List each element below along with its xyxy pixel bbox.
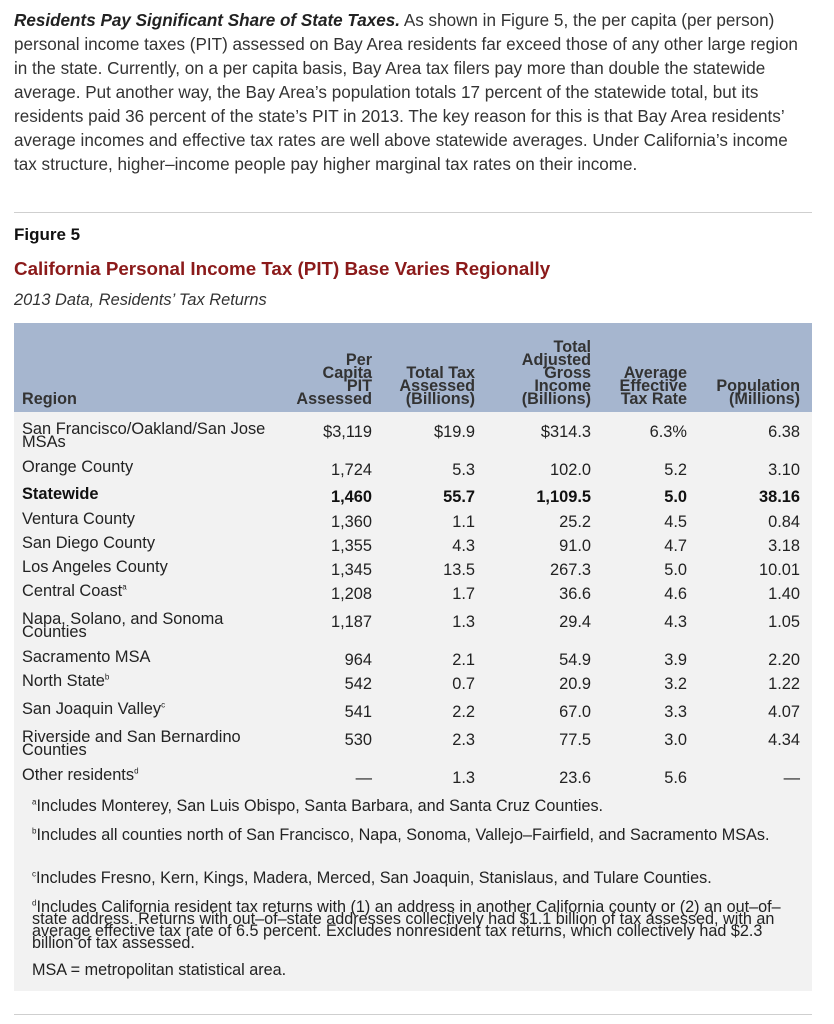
header-population: Population (Millions) bbox=[716, 377, 800, 408]
cell-total-tax: 0.7 bbox=[452, 675, 475, 693]
cell-rate: 4.5 bbox=[664, 513, 687, 531]
cell-region: North State$^b$ bbox=[22, 672, 110, 690]
cell-rate: 6.3% bbox=[649, 423, 687, 441]
cell-agi: 54.9 bbox=[559, 651, 591, 669]
cell-rate: 3.3 bbox=[664, 703, 687, 721]
cell-region: Statewide bbox=[22, 485, 99, 503]
header-total-tax: Total Tax Assessed (Billions) bbox=[399, 364, 475, 408]
cell-population: 1.22 bbox=[768, 675, 800, 693]
cell-region: Other residents$^d$ bbox=[22, 766, 139, 784]
intro-paragraph bbox=[14, 9, 814, 177]
cell-population: 1.05 bbox=[768, 613, 800, 631]
cell-rate: 5.2 bbox=[664, 461, 687, 479]
top-divider bbox=[14, 212, 812, 213]
cell-population: 3.10 bbox=[768, 461, 800, 479]
cell-region: San Diego County bbox=[22, 534, 156, 552]
cell-population: 38.16 bbox=[758, 488, 800, 506]
cell-agi: $314.3 bbox=[540, 423, 591, 441]
cell-per-capita: 964 bbox=[344, 651, 372, 669]
cell-region: Orange County bbox=[22, 458, 134, 476]
cell-per-capita: 1,460 bbox=[330, 488, 372, 506]
cell-per-capita: — bbox=[355, 769, 372, 787]
cell-per-capita: 1,187 bbox=[330, 613, 372, 631]
cell-per-capita: $3,119 bbox=[323, 423, 372, 441]
cell-population: 10.01 bbox=[758, 561, 800, 579]
cell-population: 4.07 bbox=[768, 703, 800, 721]
cell-rate: 3.0 bbox=[664, 731, 687, 749]
cell-agi: 36.6 bbox=[559, 585, 591, 603]
cell-per-capita: 1,355 bbox=[330, 537, 372, 555]
cell-population: 6.38 bbox=[768, 423, 800, 441]
cell-agi: 91.0 bbox=[559, 537, 591, 555]
cell-agi: 267.3 bbox=[549, 561, 591, 579]
figure-subtitle: 2013 Data, Residents’ Tax Returns bbox=[14, 291, 267, 309]
figure-number: Figure 5 bbox=[14, 225, 81, 244]
footnote-marker: c bbox=[161, 700, 166, 710]
footnote-marker: a bbox=[122, 582, 127, 592]
cell-rate: 4.3 bbox=[664, 613, 687, 631]
cell-total-tax: 13.5 bbox=[443, 561, 475, 579]
footnote-marker: d bbox=[134, 766, 139, 776]
cell-region: Ventura County bbox=[22, 510, 135, 528]
cell-region: Napa, Solano, and Sonoma Counties bbox=[22, 610, 224, 641]
cell-total-tax: 2.3 bbox=[452, 731, 475, 749]
cell-population: — bbox=[783, 769, 800, 787]
cell-total-tax: 2.1 bbox=[452, 651, 475, 669]
footnote: $^d$Includes California resident tax returns with (1) an address in another California county or (2) an out–of–state address. Returns with out–of–state addresses collectively had $1.1 billion of tax assessed, with an average effective tax rate of 6.5 percent. Excludes nonresident tax returns, which collectively had $2.3 billion of tax assessed. bbox=[32, 898, 781, 952]
cell-total-tax: 4.3 bbox=[452, 537, 475, 555]
cell-total-tax: 1.7 bbox=[452, 585, 475, 603]
cell-per-capita: 1,724 bbox=[330, 461, 372, 479]
cell-total-tax: 55.7 bbox=[443, 488, 475, 506]
cell-per-capita: 541 bbox=[344, 703, 372, 721]
cell-rate: 4.6 bbox=[664, 585, 687, 603]
cell-population: 4.34 bbox=[768, 731, 800, 749]
header-rate: Average Effective Tax Rate bbox=[619, 364, 687, 408]
cell-rate: 5.6 bbox=[664, 769, 687, 787]
header-region: Region bbox=[22, 390, 77, 408]
cell-per-capita: 1,360 bbox=[330, 513, 372, 531]
cell-population: 0.84 bbox=[768, 513, 800, 531]
intro-body: As shown in Figure 5, the per capita (per person) personal income taxes (PIT) assessed on Bay Area residents far exceed those of any other large region in the state. Currently, on a per capita basis, Bay Area tax filers pay more than double the statewide average. Put another way, the Bay Area’s population totals 17 percent of the statewide total, but its residents paid 36 percent of the state’s PIT in 2013. The key reason for this is that Bay Area residents’ average incomes and effective tax rates are well above statewide averages. Under California’s income tax structure, higher–income people pay higher marginal tax rates on their income. bbox=[14, 11, 798, 174]
cell-region: Los Angeles County bbox=[22, 558, 168, 576]
cell-total-tax: 2.2 bbox=[452, 703, 475, 721]
cell-total-tax: 1.3 bbox=[452, 769, 475, 787]
cell-population: 1.40 bbox=[768, 585, 800, 603]
cell-per-capita: 542 bbox=[344, 675, 372, 693]
cell-agi: 29.4 bbox=[559, 613, 591, 631]
cell-total-tax: 1.3 bbox=[452, 613, 475, 631]
cell-agi: 102.0 bbox=[549, 461, 591, 479]
cell-region: Sacramento MSA bbox=[22, 648, 151, 666]
cell-rate: 5.0 bbox=[664, 488, 687, 506]
cell-region: San Francisco/Oakland/San Jose MSAs bbox=[22, 420, 266, 451]
bottom-divider bbox=[14, 1014, 812, 1015]
cell-total-tax: $19.9 bbox=[433, 423, 475, 441]
cell-agi: 20.9 bbox=[559, 675, 591, 693]
intro-lead: Residents Pay Significant Share of State Taxes. bbox=[14, 11, 401, 30]
cell-agi: 1,109.5 bbox=[536, 488, 591, 506]
cell-region: Riverside and San Bernardino Counties bbox=[22, 728, 241, 759]
table-header bbox=[14, 323, 812, 412]
figure-title: California Personal Income Tax (PIT) Base Varies Regionally bbox=[14, 258, 551, 279]
cell-rate: 3.2 bbox=[664, 675, 687, 693]
cell-total-tax: 1.1 bbox=[452, 513, 475, 531]
footnote: $^c$Includes Fresno, Kern, Kings, Madera, Merced, San Joaquin, Stanislaus, and Tulare Counties. bbox=[32, 869, 712, 887]
footnote: MSA = metropolitan statistical area. bbox=[32, 961, 287, 979]
cell-agi: 67.0 bbox=[559, 703, 591, 721]
footnote: $^a$Includes Monterey, San Luis Obispo, Santa Barbara, and Santa Cruz Counties. bbox=[32, 797, 604, 815]
footnote: $^b$Includes all counties north of San Francisco, Napa, Sonoma, Vallejo–Fairfield, and Sacramento MSAs. bbox=[32, 826, 770, 844]
data-table bbox=[14, 323, 812, 991]
cell-region: Central Coast$^a$ bbox=[22, 582, 127, 600]
cell-agi: 77.5 bbox=[559, 731, 591, 749]
cell-per-capita: 1,208 bbox=[330, 585, 372, 603]
cell-rate: 5.0 bbox=[664, 561, 687, 579]
header-per-capita: Per Capita PIT Assessed bbox=[296, 351, 372, 408]
cell-per-capita: 530 bbox=[344, 731, 372, 749]
cell-agi: 23.6 bbox=[559, 769, 591, 787]
cell-population: 2.20 bbox=[768, 651, 800, 669]
cell-agi: 25.2 bbox=[559, 513, 591, 531]
cell-rate: 4.7 bbox=[664, 537, 687, 555]
cell-rate: 3.9 bbox=[664, 651, 687, 669]
header-agi: Total Adjusted Gross Income (Billions) bbox=[521, 338, 591, 408]
cell-population: 3.18 bbox=[768, 537, 800, 555]
footnote-marker: b bbox=[104, 672, 110, 682]
cell-region: San Joaquin Valley$^c$ bbox=[22, 700, 166, 718]
cell-per-capita: 1,345 bbox=[330, 561, 372, 579]
cell-total-tax: 5.3 bbox=[452, 461, 475, 479]
